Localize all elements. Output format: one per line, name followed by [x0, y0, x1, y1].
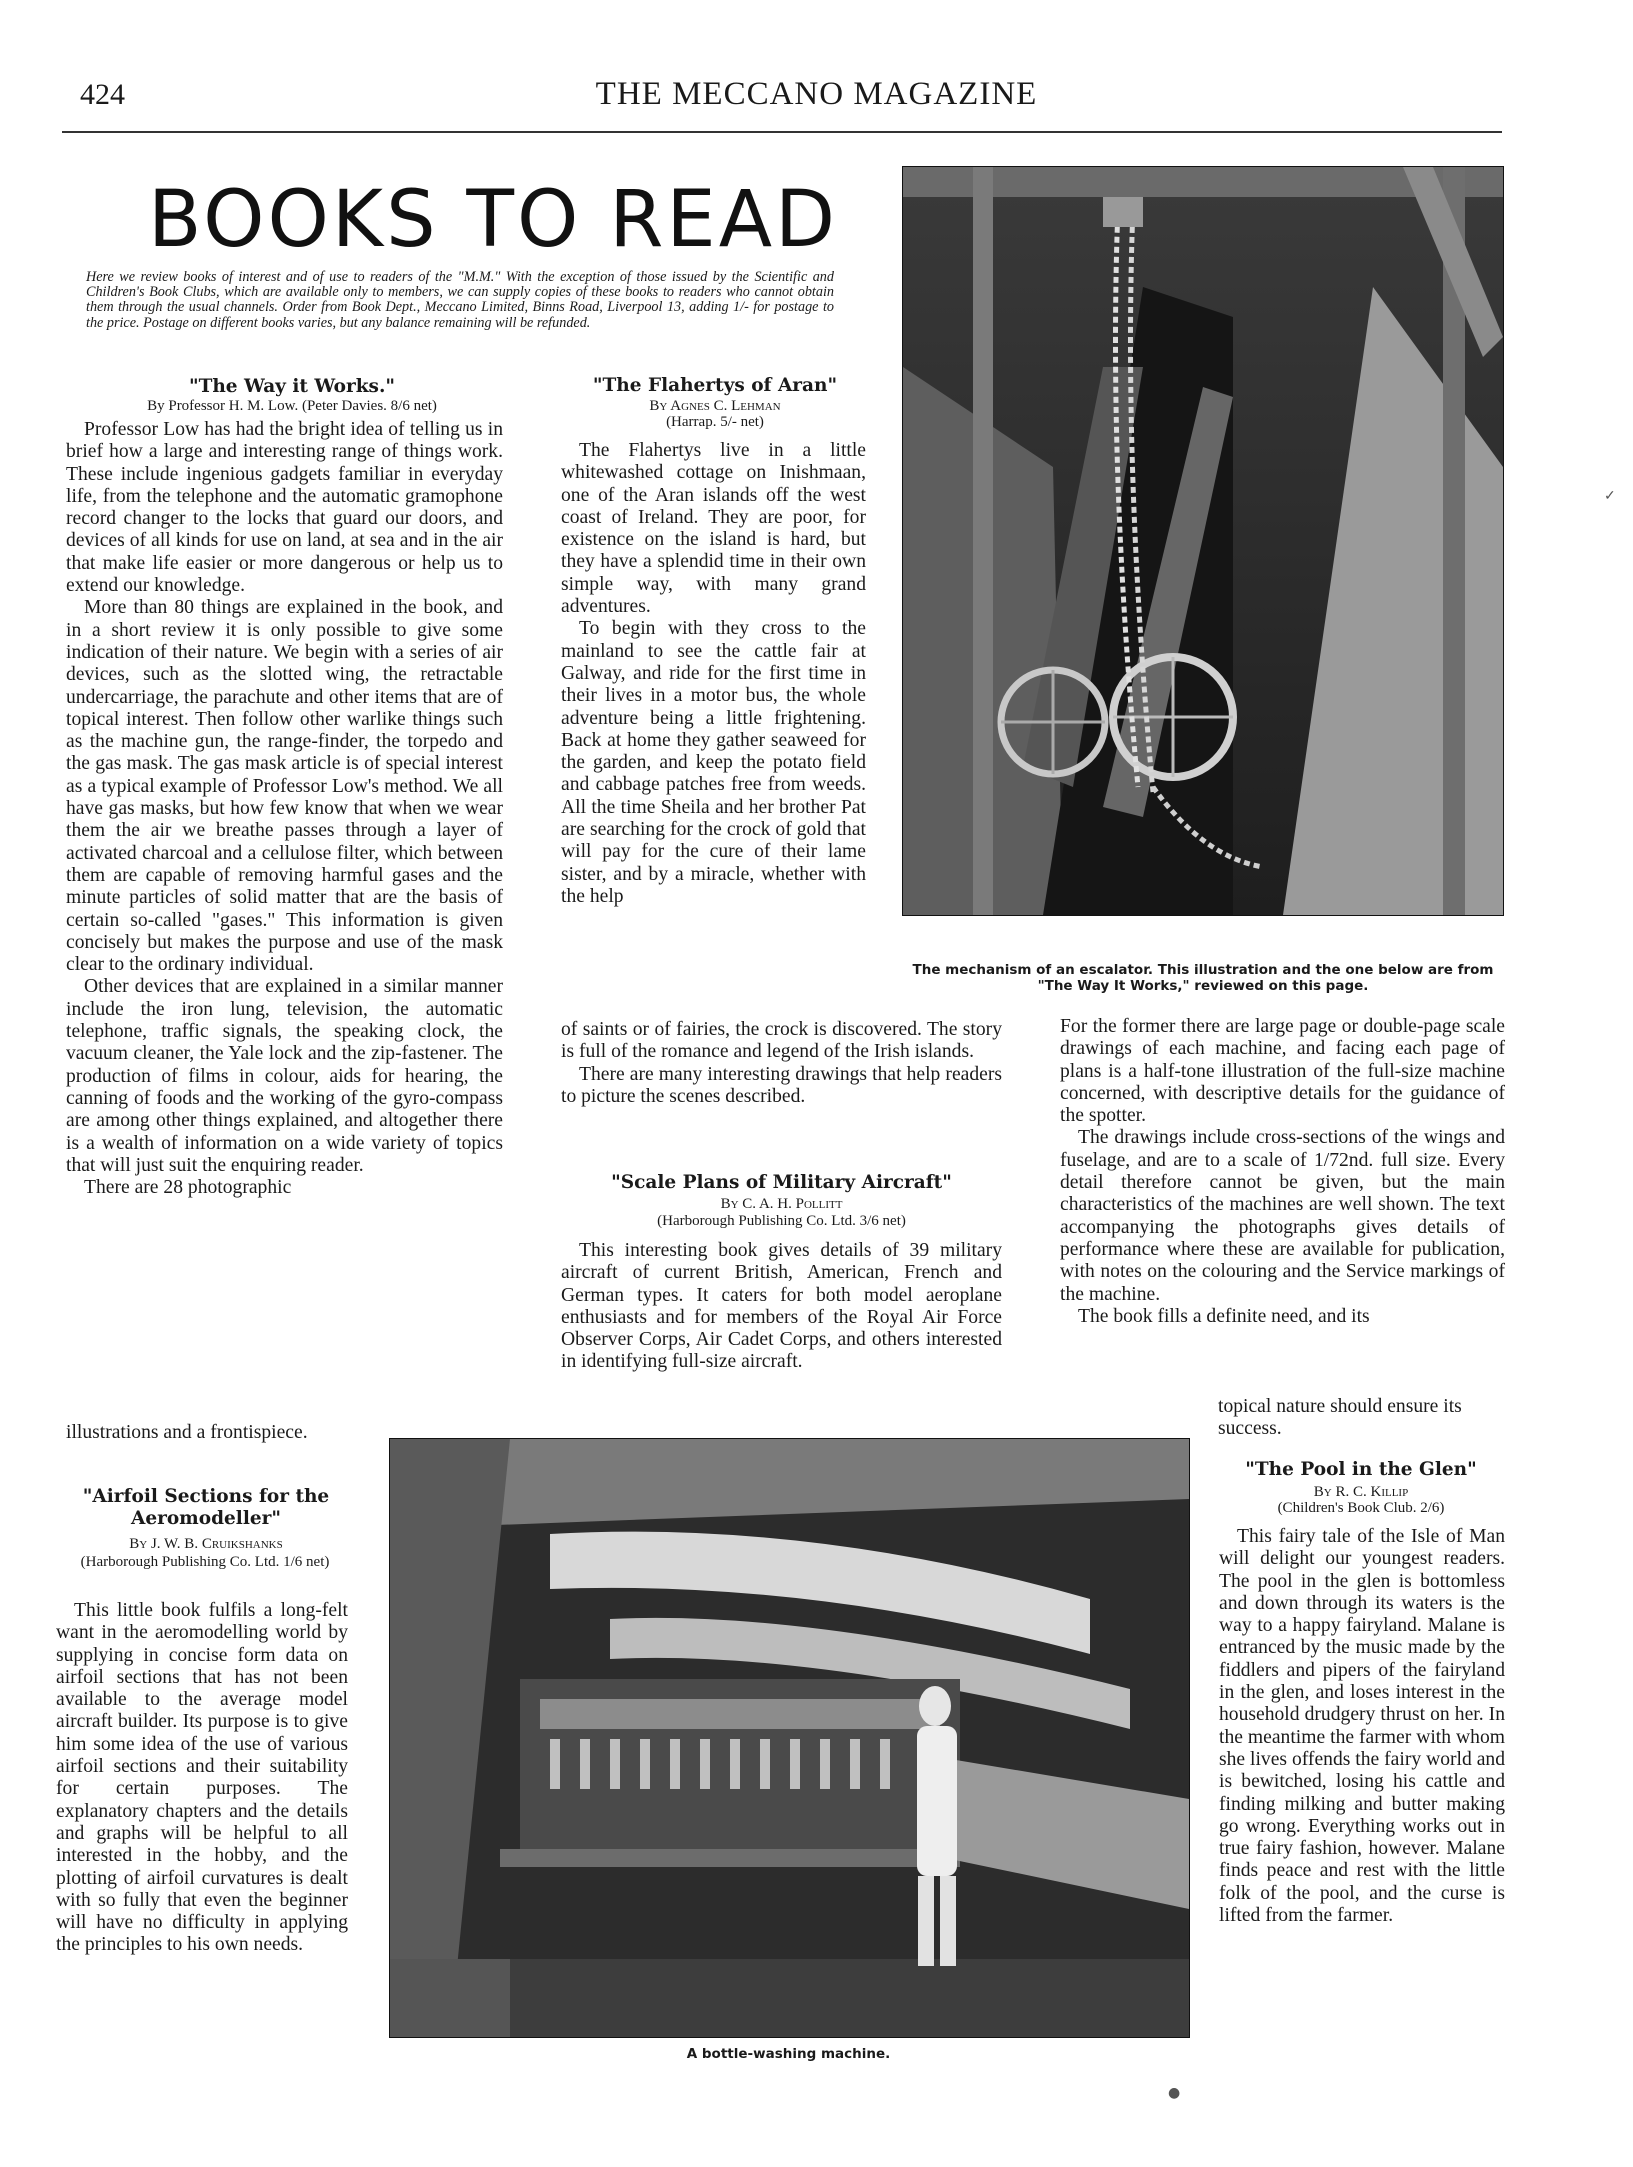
review-body-scale-plans: [561, 1240, 1002, 1374]
paragraph: To begin with they cross to the mainland to see the cattle fair at Galway, and ride for the first time in their lives in a motor bus, the whole adventure being a little frightening. Back at home they gather seaweed for the garden, and keep the potato field and cabbage patches free from weeds. All the time Sheila and her brother Pat are searching for the crock of gold that will pay for the cure of their lame sister, and by a miracle, whether with the help: [561, 618, 866, 907]
review-body-flahertys: [561, 440, 866, 908]
escalator-caption: The mechanism of an escalator. This illustration and the one below are from "The Way It Works," reviewed on this page.: [912, 962, 1494, 994]
review-body-airfoil: [56, 1600, 348, 1957]
escalator-photo: [902, 166, 1504, 916]
review-byline-airfoil-author: By J. W. B. Cruikshanks: [129, 1536, 283, 1552]
review-body-flahertys-cont: [561, 1019, 1002, 1108]
review-body-scale-plans-cont: [1060, 1016, 1505, 1328]
review-byline-scale-plans-author: By C. A. H. Pollitt: [720, 1196, 843, 1212]
paragraph: There are 28 photographic: [84, 1177, 292, 1199]
paragraph: The drawings include cross-sections of the wings and fuselage, and are to a scale of 1/72nd. full size. Every detail therefore cannot be given, but the main characteristics of the machines are well shown. The text accompanying the photographs gives details of performance where these are available for publication, with notes on the colouring and the Service markings of the machine.: [1060, 1127, 1505, 1305]
paragraph: Other devices that are explained in a similar manner include the iron lung, television, the automatic telephone, traffic signals, the speaking clock, the vacuum cleaner, the Yale lock and the zip-fastener. The production of films in colour, aids for hearing, the canning of foods and the working of the gyro-compass are among other things explained, and altogether there is a wealth of information on a wide variety of topics that will just suit the enquiring reader.: [66, 976, 503, 1176]
paragraph: The Flahertys live in a little whitewashed cottage on Inishmaan, one of the Aran islands off the west coast of Ireland. They are poor, for existence on the island is hard, but they have a splendid time in their own simple way, with many grand adventures.: [561, 440, 866, 618]
bottle-washing-photo: [389, 1438, 1190, 2038]
escalator-illustration: [903, 167, 1503, 915]
review-byline-pool-glen-author: By R. C. Killip: [1313, 1484, 1409, 1500]
review-title-flahertys: "The Flahertys of Aran": [592, 375, 838, 396]
paragraph: There are many interesting drawings that help readers to picture the scenes described.: [561, 1063, 1002, 1107]
intro-note: Here we review books of interest and of use to readers of the "M.M." With the exception of those issued by the Scientific and Children's Book Clubs, which are available only to members, we can supply copies of these books to readers who cannot obtain them through the usual channels. Order from Book Dept., Meccano Limited, Binns Road, Liverpool 13, adding 1/- for postage to the price. Postage on different books varies, but any balance remaining will be refunded.: [86, 269, 834, 331]
page-headline: BOOKS TO READ: [148, 175, 839, 265]
paragraph: The book fills a definite need, and its: [1078, 1305, 1370, 1327]
margin-mark: ●: [1168, 2085, 1181, 2101]
review-body-pool-glen: [1219, 1526, 1505, 1927]
paragraph: of saints or of fairies, the crock is discovered. The story is full of the romance and legend of the Irish islands.: [561, 1019, 1002, 1063]
margin-mark: ✓: [1604, 488, 1616, 504]
review-closing-way-it-works: illustrations and a frontispiece.: [66, 1422, 308, 1443]
bottle-washing-illustration: [390, 1439, 1189, 2037]
bottle-washing-caption: A bottle-washing machine.: [686, 2046, 891, 2062]
review-byline-scale-plans-publisher: (Harborough Publishing Co. Ltd. 3/6 net): [657, 1213, 906, 1229]
review-byline-way-it-works: By Professor H. M. Low. (Peter Davies. 8/6 net): [147, 398, 437, 414]
paragraph: This fairy tale of the Isle of Man will delight our youngest readers. The pool in the glen is bottomless and down through its waters is the way to a happy fairyland. Malane is entranced by the music made by the fiddlers and pipers of the fairyland in the glen, and loses interest in the household drudgery thrust on her. In the meantime the farmer with whom she lives offends the fairy world and is bewitched, losing his cattle and finding milking and butter making go wrong. Everything works out in true fairy fashion, however. Malane finds peace and rest with the little folk of the pool, and the curse is lifted from the farmer.: [1219, 1526, 1505, 1927]
paragraph: Professor Low has had the bright idea of telling us in brief how a large and interesting range of things work. These include ingenious gadgets familiar in everyday life, from the telephone and the automatic gramophone record changer to the locks that guard our doors, and devices of all kinds for use on land, at sea and in the air that make life easier or more dangerous or help us to extend our knowledge.: [66, 419, 503, 597]
review-title-airfoil: "Airfoil Sections for the Aeromodeller": [82, 1486, 330, 1529]
paragraph: This interesting book gives details of 39 military aircraft of current British, American, French and German types. It caters for both model aeroplane enthusiasts and for members of the Royal Air Force Observer Corps, Air Cadet Corps, and others interested in identifying full-size aircraft.: [561, 1240, 1002, 1373]
review-byline-flahertys-publisher: (Harrap. 5/- net): [666, 414, 764, 430]
paragraph: More than 80 things are explained in the book, and in a short review it is only possible to give some indication of their nature. We begin with a series of air devices, such as the slotted wing, the retractable undercarriage, the parachute and other items that are of topical interest. Then follow other warlike things such as the machine gun, the range-finder, the torpedo and the gas mask. The gas mask article is of special interest as a typical example of Professor Low's method. We all have gas masks, but how few know that when we wear them the air we breathe passes through a layer of activated charcoal and a cellulose filter, which between them are capable of removing harmful gases and the minute particles of solid matter that are the basis of certain so-called "gases." This information is given concisely but makes the purpose and use of the mask clear to the ordinary individual.: [66, 597, 503, 976]
review-byline-pool-glen-publisher: (Children's Book Club. 2/6): [1277, 1500, 1445, 1516]
paragraph: For the former there are large page or double-page scale drawings of each machine, and facing each page of plans is a half-tone illustration of the full-size machine concerned, with descriptive details for the guidance of the spotter.: [1060, 1016, 1505, 1127]
review-title-pool-glen: "The Pool in the Glen": [1245, 1459, 1477, 1480]
review-byline-airfoil-publisher: (Harborough Publishing Co. Ltd. 1/6 net): [80, 1554, 330, 1570]
review-title-way-it-works: "The Way it Works.": [188, 376, 396, 397]
paragraph: This little book fulfils a long-felt want in the aeromodelling world by supplying in concise form data on airfoil sections that has not been available to the average model aircraft builder. Its purpose is to give him some idea of the use of various airfoil sections and their suitability for certain purposes. The explanatory chapters and the details and graphs will be helpful to all interested in the hobby, and the plotting of airfoil curvatures is dealt with so fully that even the beginner will have no difficulty in applying the principles to his own needs.: [56, 1600, 348, 1956]
header-rule: [62, 131, 1502, 133]
magazine-title: THE MECCANO MAGAZINE: [595, 76, 1038, 112]
review-closing-scale-plans: topical nature should ensure its success.: [1218, 1396, 1462, 1440]
review-byline-flahertys-author: By Agnes C. Lehman: [649, 398, 781, 414]
review-body-way-it-works: [66, 419, 503, 1199]
review-title-scale-plans: "Scale Plans of Military Aircraft": [611, 1172, 952, 1193]
page-number: 424: [80, 78, 125, 111]
